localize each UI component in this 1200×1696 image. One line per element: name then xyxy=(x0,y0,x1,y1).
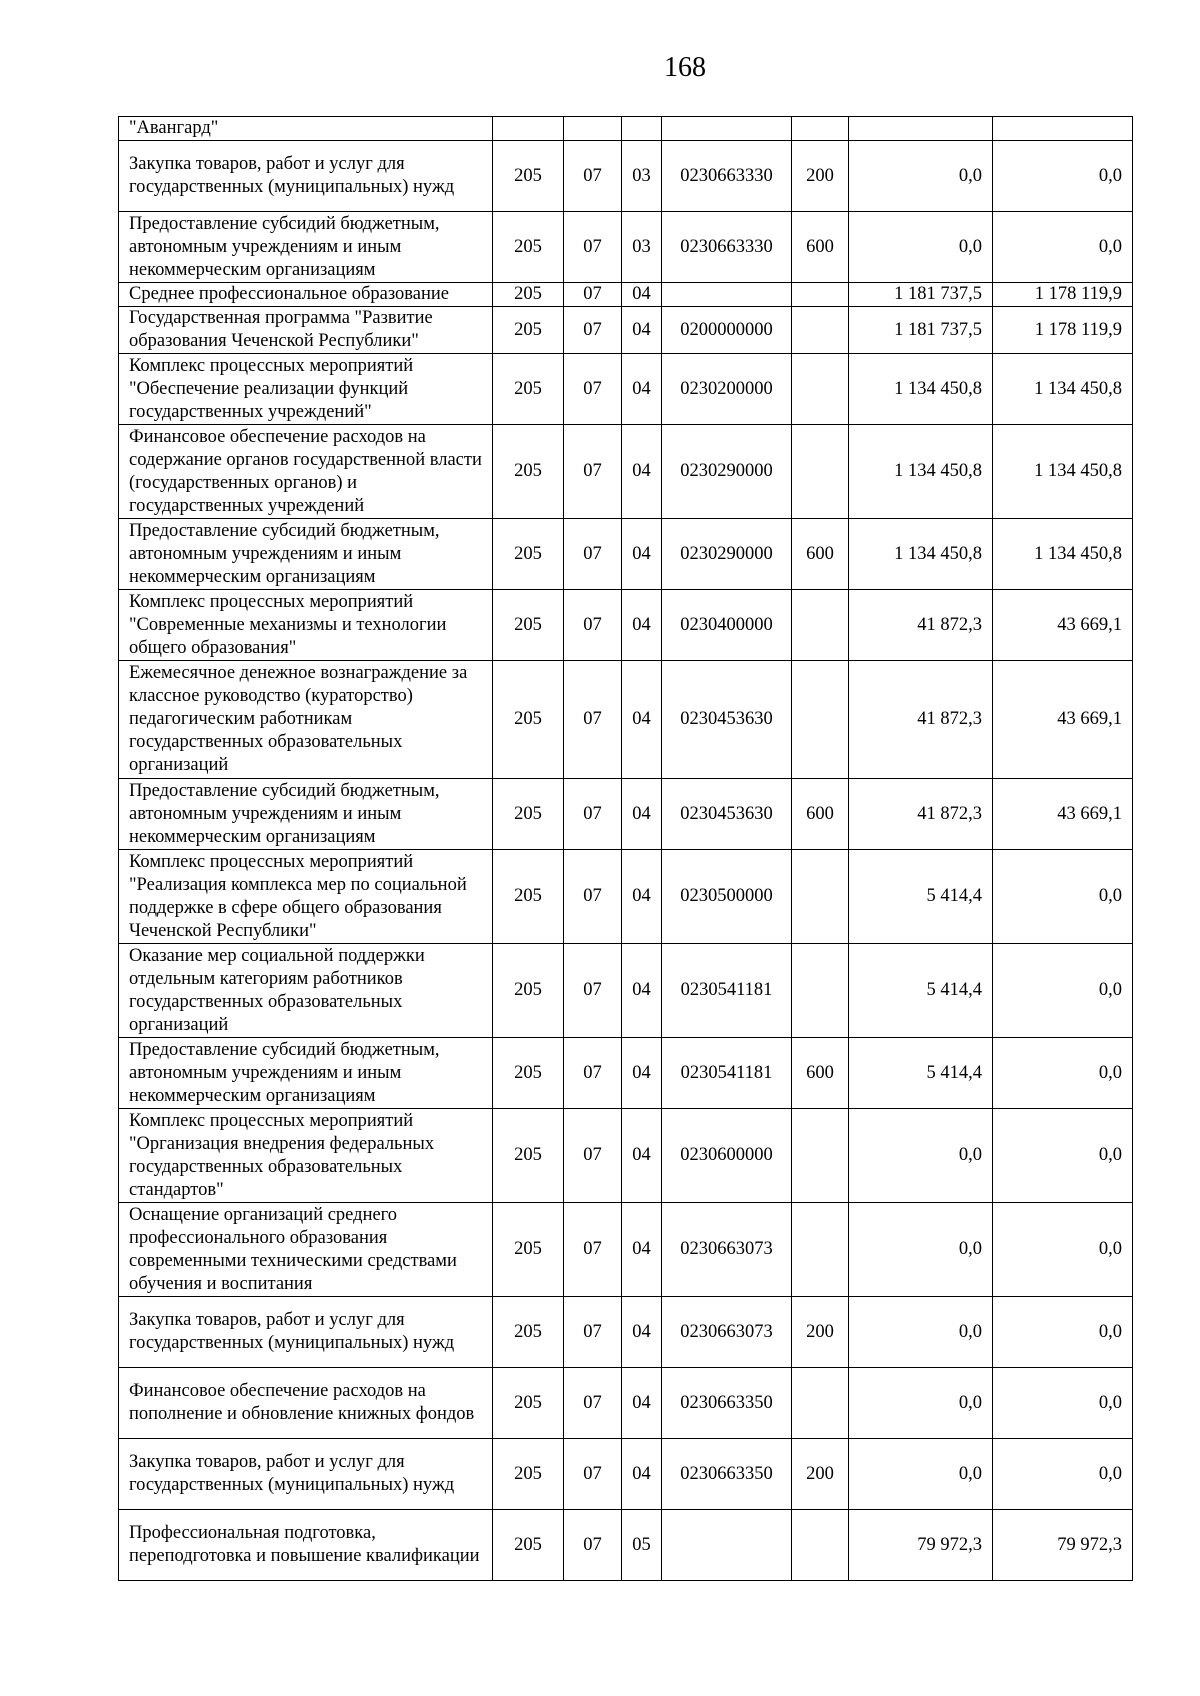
cell-subsection: 04 xyxy=(622,850,662,944)
cell-ministry-code: 205 xyxy=(493,779,564,850)
table-row xyxy=(119,212,1133,283)
cell-amount-year-2: 0,0 xyxy=(993,1439,1133,1510)
cell-target-article xyxy=(662,117,792,141)
cell-amount-year-2: 0,0 xyxy=(993,944,1133,1038)
cell-section xyxy=(564,117,622,141)
cell-ministry-code: 205 xyxy=(493,1203,564,1297)
table-row xyxy=(119,283,1133,307)
cell-ministry-code xyxy=(493,117,564,141)
cell-name: Закупка товаров, работ и услуг для государственных (муниципальных) нужд xyxy=(119,1439,493,1510)
cell-name: Финансовое обеспечение расходов на пополнение и обновление книжных фондов xyxy=(119,1368,493,1439)
cell-target-article: 0230453630 xyxy=(662,779,792,850)
cell-section: 07 xyxy=(564,425,622,519)
cell-amount-year-2: 0,0 xyxy=(993,212,1133,283)
cell-name: Государственная программа "Развитие образования Чеченской Республики" xyxy=(119,307,493,354)
cell-subsection: 03 xyxy=(622,212,662,283)
cell-name: Комплекс процессных мероприятий "Реализация комплекса мер по социальной поддержке в сфере общего образования Чеченской Республики" xyxy=(119,850,493,944)
cell-ministry-code: 205 xyxy=(493,1439,564,1510)
cell-expense-type xyxy=(792,1203,849,1297)
cell-expense-type: 600 xyxy=(792,779,849,850)
cell-amount-year-2 xyxy=(993,117,1133,141)
cell-name: Закупка товаров, работ и услуг для государственных (муниципальных) нужд xyxy=(119,141,493,212)
table-row xyxy=(119,1439,1133,1510)
cell-target-article: 0230453630 xyxy=(662,661,792,779)
cell-subsection: 04 xyxy=(622,1297,662,1368)
cell-subsection: 04 xyxy=(622,1203,662,1297)
cell-amount-year-1: 79 972,3 xyxy=(849,1510,993,1581)
cell-target-article: 0230500000 xyxy=(662,850,792,944)
cell-name: Комплекс процессных мероприятий "Современные механизмы и технологии общего образования" xyxy=(119,590,493,661)
cell-amount-year-2: 79 972,3 xyxy=(993,1510,1133,1581)
cell-amount-year-2: 0,0 xyxy=(993,1038,1133,1109)
cell-amount-year-1: 1 134 450,8 xyxy=(849,354,993,425)
cell-subsection: 03 xyxy=(622,141,662,212)
table-body xyxy=(119,117,1133,1581)
cell-target-article: 0200000000 xyxy=(662,307,792,354)
cell-section: 07 xyxy=(564,1203,622,1297)
cell-ministry-code: 205 xyxy=(493,141,564,212)
cell-name: Среднее профессиональное образование xyxy=(119,283,493,307)
cell-amount-year-2: 0,0 xyxy=(993,1368,1133,1439)
cell-ministry-code: 205 xyxy=(493,425,564,519)
cell-ministry-code: 205 xyxy=(493,354,564,425)
cell-amount-year-1: 5 414,4 xyxy=(849,1038,993,1109)
cell-subsection: 04 xyxy=(622,1439,662,1510)
cell-amount-year-1: 5 414,4 xyxy=(849,944,993,1038)
cell-name: Предоставление субсидий бюджетным, автономным учреждениям и иным некоммерческим организациям xyxy=(119,779,493,850)
cell-section: 07 xyxy=(564,850,622,944)
cell-amount-year-2: 1 134 450,8 xyxy=(993,519,1133,590)
cell-section: 07 xyxy=(564,1439,622,1510)
cell-expense-type xyxy=(792,1510,849,1581)
cell-amount-year-1: 1 181 737,5 xyxy=(849,307,993,354)
cell-section: 07 xyxy=(564,1510,622,1581)
cell-name: "Авангард" xyxy=(119,117,493,141)
cell-expense-type xyxy=(792,354,849,425)
cell-amount-year-2: 1 178 119,9 xyxy=(993,283,1133,307)
cell-amount-year-1: 0,0 xyxy=(849,1297,993,1368)
table-row xyxy=(119,1368,1133,1439)
cell-target-article xyxy=(662,1510,792,1581)
cell-amount-year-2: 43 669,1 xyxy=(993,779,1133,850)
cell-section: 07 xyxy=(564,307,622,354)
table-row xyxy=(119,354,1133,425)
cell-section: 07 xyxy=(564,1038,622,1109)
cell-expense-type: 200 xyxy=(792,141,849,212)
cell-expense-type xyxy=(792,283,849,307)
cell-target-article: 0230663073 xyxy=(662,1297,792,1368)
cell-section: 07 xyxy=(564,283,622,307)
cell-ministry-code: 205 xyxy=(493,590,564,661)
cell-section: 07 xyxy=(564,519,622,590)
table-row xyxy=(119,1038,1133,1109)
cell-subsection xyxy=(622,117,662,141)
table-row xyxy=(119,141,1133,212)
cell-section: 07 xyxy=(564,1368,622,1439)
cell-subsection: 04 xyxy=(622,1109,662,1203)
cell-ministry-code: 205 xyxy=(493,1510,564,1581)
cell-subsection: 04 xyxy=(622,307,662,354)
cell-target-article: 0230290000 xyxy=(662,519,792,590)
cell-subsection: 04 xyxy=(622,661,662,779)
cell-amount-year-1: 0,0 xyxy=(849,1109,993,1203)
cell-subsection: 05 xyxy=(622,1510,662,1581)
cell-ministry-code: 205 xyxy=(493,212,564,283)
page-number: 168 xyxy=(664,52,706,83)
cell-amount-year-2: 0,0 xyxy=(993,1109,1133,1203)
cell-amount-year-1 xyxy=(849,117,993,141)
table-row xyxy=(119,850,1133,944)
cell-amount-year-1: 0,0 xyxy=(849,141,993,212)
cell-expense-type xyxy=(792,307,849,354)
cell-section: 07 xyxy=(564,354,622,425)
cell-section: 07 xyxy=(564,661,622,779)
cell-expense-type: 600 xyxy=(792,212,849,283)
cell-expense-type xyxy=(792,850,849,944)
cell-section: 07 xyxy=(564,779,622,850)
cell-amount-year-2: 1 134 450,8 xyxy=(993,425,1133,519)
cell-name: Предоставление субсидий бюджетным, автономным учреждениям и иным некоммерческим организациям xyxy=(119,519,493,590)
table-row xyxy=(119,590,1133,661)
cell-name: Комплекс процессных мероприятий "Обеспечение реализации функций государственных учреждений" xyxy=(119,354,493,425)
cell-section: 07 xyxy=(564,212,622,283)
table-row xyxy=(119,519,1133,590)
cell-amount-year-2: 0,0 xyxy=(993,1203,1133,1297)
cell-amount-year-1: 0,0 xyxy=(849,1203,993,1297)
cell-target-article xyxy=(662,283,792,307)
cell-target-article: 0230663330 xyxy=(662,141,792,212)
table-row xyxy=(119,425,1133,519)
cell-subsection: 04 xyxy=(622,283,662,307)
cell-subsection: 04 xyxy=(622,944,662,1038)
cell-amount-year-2: 0,0 xyxy=(993,1297,1133,1368)
cell-target-article: 0230600000 xyxy=(662,1109,792,1203)
cell-section: 07 xyxy=(564,944,622,1038)
cell-name: Профессиональная подготовка, переподготовка и повышение квалификации xyxy=(119,1510,493,1581)
cell-target-article: 0230541181 xyxy=(662,944,792,1038)
cell-target-article: 0230663350 xyxy=(662,1439,792,1510)
cell-ministry-code: 205 xyxy=(493,1297,564,1368)
cell-subsection: 04 xyxy=(622,1368,662,1439)
table-row xyxy=(119,1203,1133,1297)
cell-name: Оказание мер социальной поддержки отдельным категориям работников государственных образовательных организаций xyxy=(119,944,493,1038)
cell-target-article: 0230663350 xyxy=(662,1368,792,1439)
cell-ministry-code: 205 xyxy=(493,307,564,354)
cell-ministry-code: 205 xyxy=(493,1109,564,1203)
cell-amount-year-2: 0,0 xyxy=(993,141,1133,212)
cell-expense-type xyxy=(792,590,849,661)
cell-section: 07 xyxy=(564,141,622,212)
cell-amount-year-1: 0,0 xyxy=(849,1439,993,1510)
cell-subsection: 04 xyxy=(622,354,662,425)
cell-name: Закупка товаров, работ и услуг для государственных (муниципальных) нужд xyxy=(119,1297,493,1368)
cell-expense-type xyxy=(792,1109,849,1203)
cell-ministry-code: 205 xyxy=(493,1368,564,1439)
budget-table xyxy=(118,116,1133,1581)
cell-amount-year-1: 41 872,3 xyxy=(849,661,993,779)
cell-amount-year-2: 43 669,1 xyxy=(993,590,1133,661)
cell-name: Комплекс процессных мероприятий "Организация внедрения федеральных государственных образовательных стандартов" xyxy=(119,1109,493,1203)
cell-name: Ежемесячное денежное вознаграждение за классное руководство (кураторство) педагогическим работникам государственных образовательных организаций xyxy=(119,661,493,779)
cell-subsection: 04 xyxy=(622,1038,662,1109)
cell-ministry-code: 205 xyxy=(493,661,564,779)
cell-target-article: 0230541181 xyxy=(662,1038,792,1109)
cell-amount-year-1: 0,0 xyxy=(849,212,993,283)
cell-expense-type: 200 xyxy=(792,1439,849,1510)
table-row xyxy=(119,1510,1133,1581)
cell-ministry-code: 205 xyxy=(493,850,564,944)
cell-section: 07 xyxy=(564,590,622,661)
table-row xyxy=(119,117,1133,141)
cell-section: 07 xyxy=(564,1297,622,1368)
cell-subsection: 04 xyxy=(622,519,662,590)
cell-name: Финансовое обеспечение расходов на содержание органов государственной власти (государственных органов) и государственных учреждений xyxy=(119,425,493,519)
cell-amount-year-1: 0,0 xyxy=(849,1368,993,1439)
cell-amount-year-2: 43 669,1 xyxy=(993,661,1133,779)
table-row xyxy=(119,307,1133,354)
cell-amount-year-2: 0,0 xyxy=(993,850,1133,944)
cell-target-article: 0230663330 xyxy=(662,212,792,283)
cell-name: Оснащение организаций среднего профессионального образования современными техническими средствами обучения и воспитания xyxy=(119,1203,493,1297)
cell-subsection: 04 xyxy=(622,590,662,661)
cell-expense-type: 200 xyxy=(792,1297,849,1368)
cell-expense-type xyxy=(792,1368,849,1439)
cell-subsection: 04 xyxy=(622,779,662,850)
cell-expense-type xyxy=(792,661,849,779)
cell-expense-type xyxy=(792,425,849,519)
table-row xyxy=(119,661,1133,779)
cell-subsection: 04 xyxy=(622,425,662,519)
cell-amount-year-1: 41 872,3 xyxy=(849,779,993,850)
cell-ministry-code: 205 xyxy=(493,519,564,590)
cell-target-article: 0230663073 xyxy=(662,1203,792,1297)
cell-ministry-code: 205 xyxy=(493,1038,564,1109)
cell-amount-year-2: 1 178 119,9 xyxy=(993,307,1133,354)
cell-amount-year-1: 41 872,3 xyxy=(849,590,993,661)
table-row xyxy=(119,779,1133,850)
table-row xyxy=(119,1297,1133,1368)
cell-expense-type: 600 xyxy=(792,519,849,590)
cell-amount-year-1: 5 414,4 xyxy=(849,850,993,944)
cell-expense-type xyxy=(792,117,849,141)
cell-target-article: 0230400000 xyxy=(662,590,792,661)
cell-ministry-code: 205 xyxy=(493,944,564,1038)
cell-name: Предоставление субсидий бюджетным, автономным учреждениям и иным некоммерческим организациям xyxy=(119,1038,493,1109)
cell-amount-year-1: 1 134 450,8 xyxy=(849,425,993,519)
cell-expense-type: 600 xyxy=(792,1038,849,1109)
cell-target-article: 0230200000 xyxy=(662,354,792,425)
cell-section: 07 xyxy=(564,1109,622,1203)
cell-expense-type xyxy=(792,944,849,1038)
table-row xyxy=(119,1109,1133,1203)
table-row xyxy=(119,944,1133,1038)
cell-name: Предоставление субсидий бюджетным, автономным учреждениям и иным некоммерческим организациям xyxy=(119,212,493,283)
cell-amount-year-1: 1 181 737,5 xyxy=(849,283,993,307)
cell-target-article: 0230290000 xyxy=(662,425,792,519)
cell-ministry-code: 205 xyxy=(493,283,564,307)
cell-amount-year-1: 1 134 450,8 xyxy=(849,519,993,590)
cell-amount-year-2: 1 134 450,8 xyxy=(993,354,1133,425)
